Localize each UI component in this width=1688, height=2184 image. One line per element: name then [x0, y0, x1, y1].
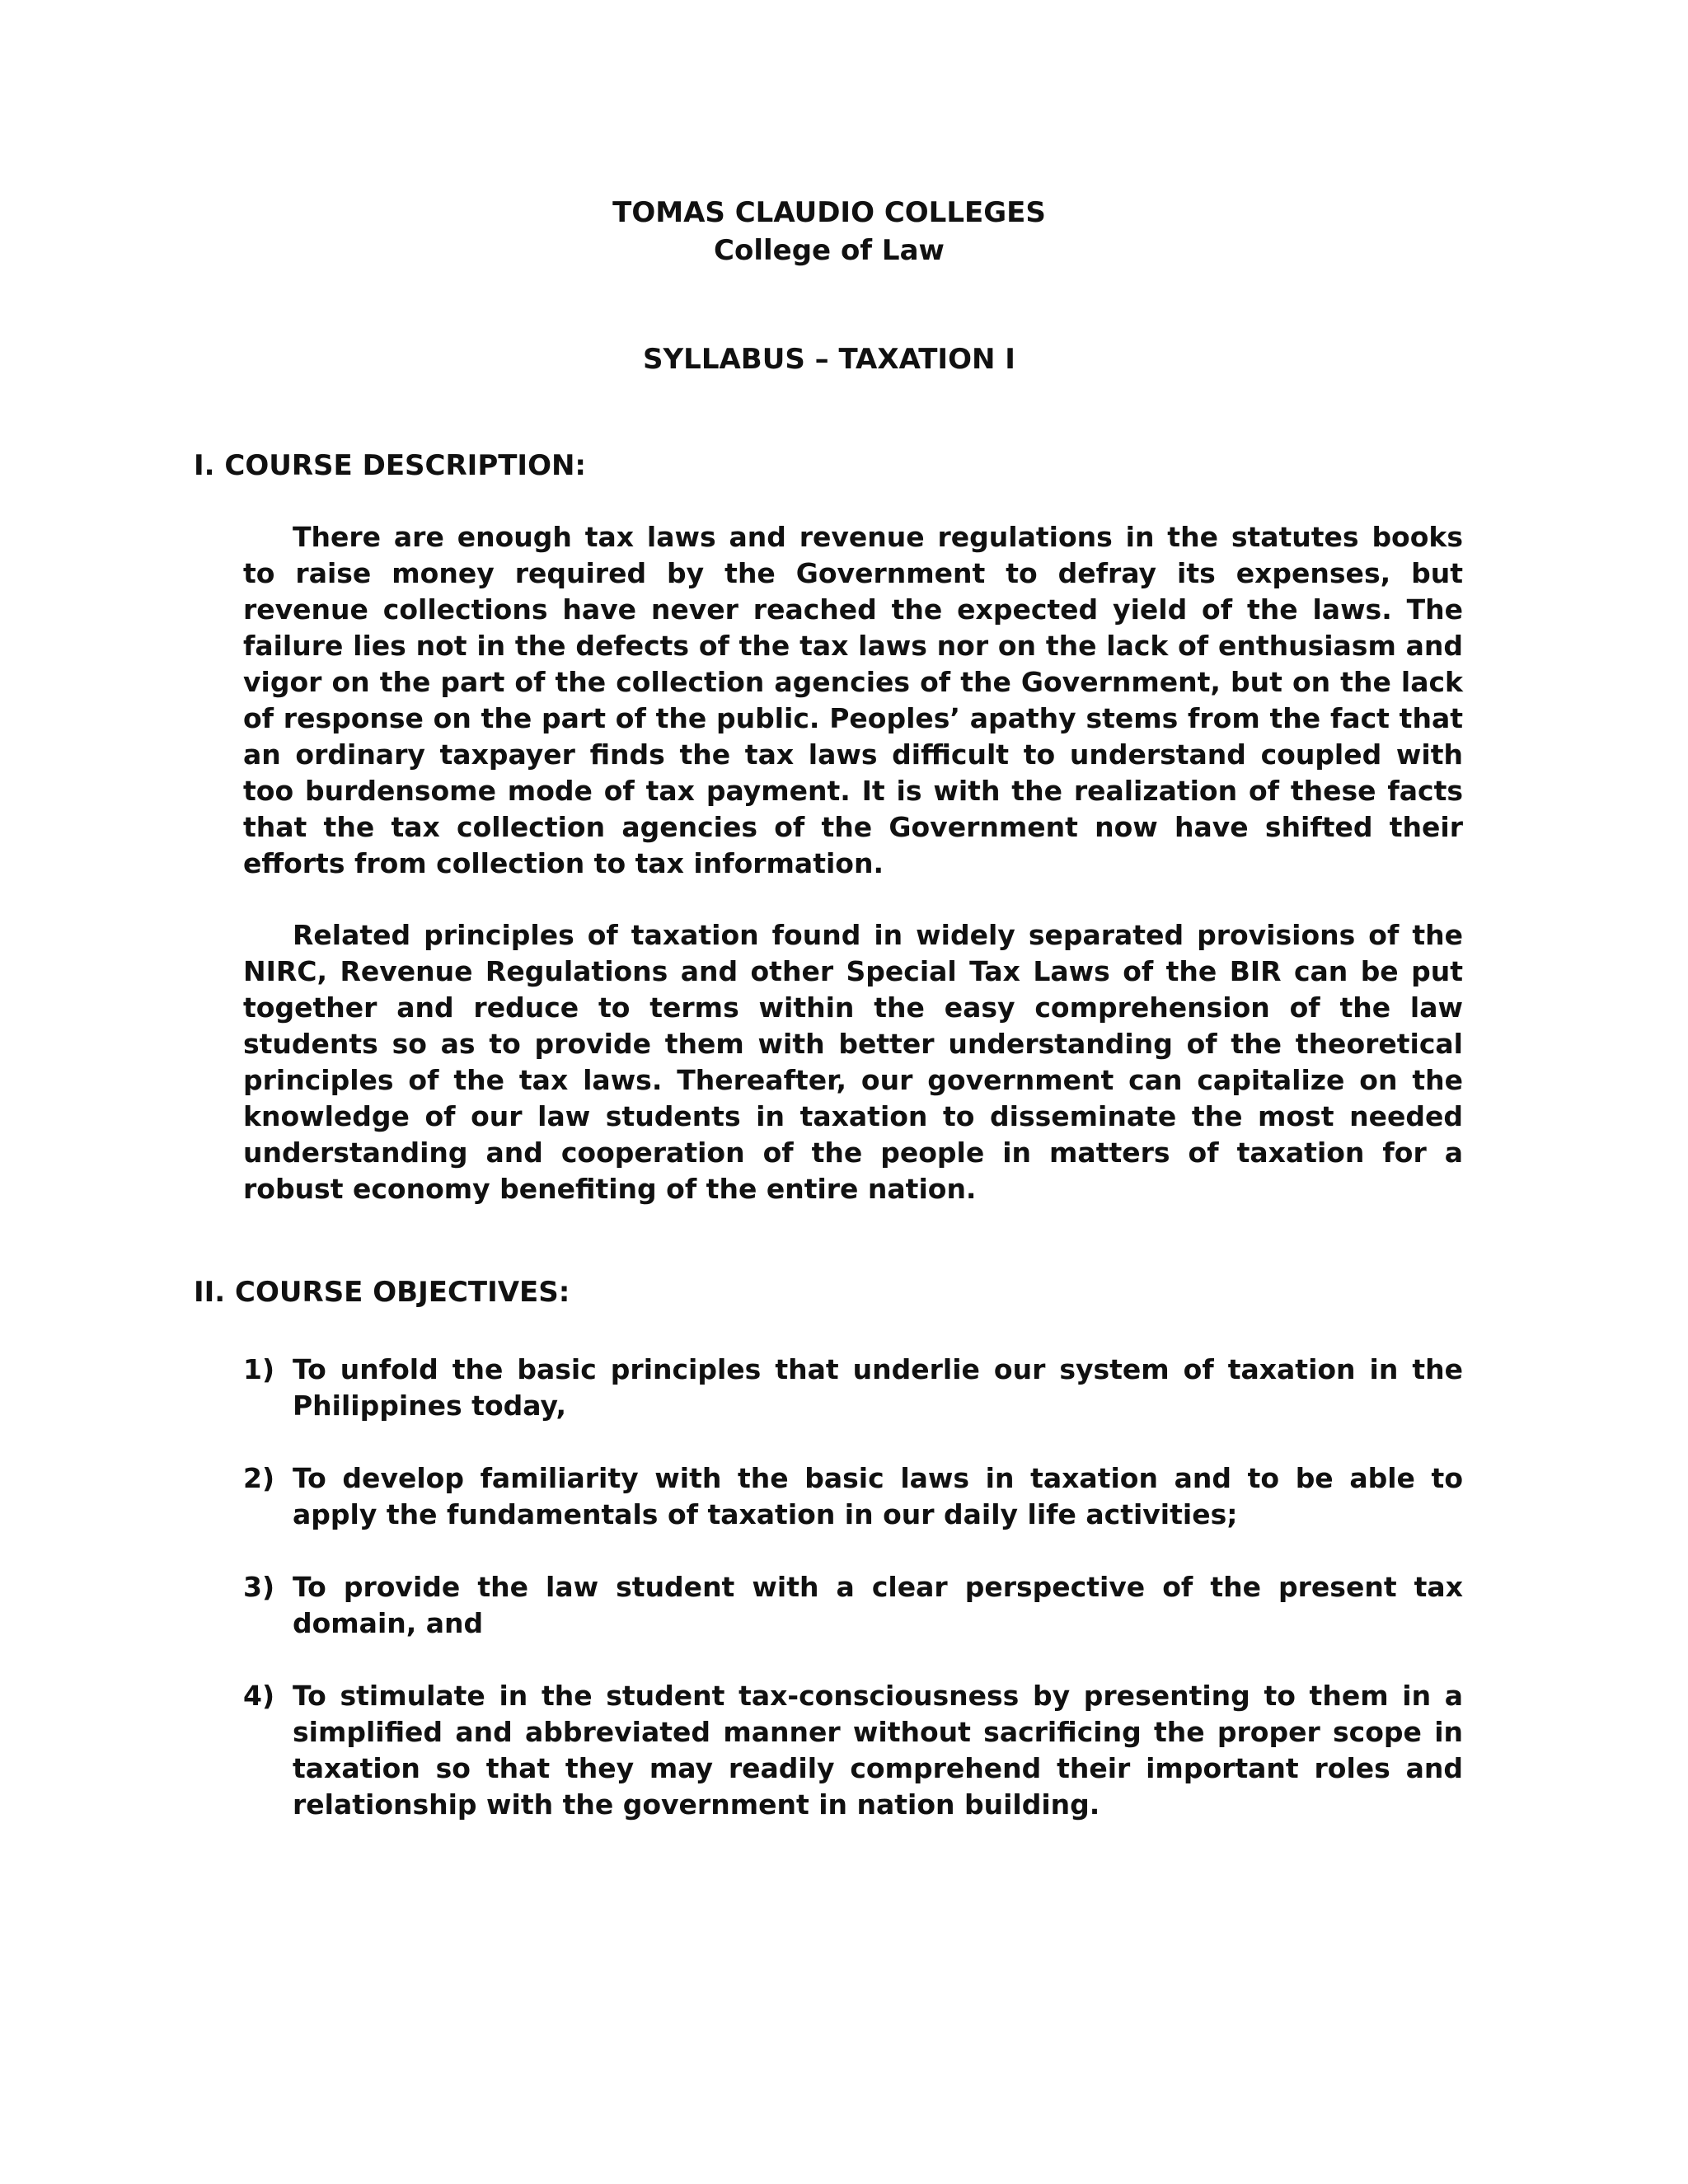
objective-text: To unfold the basic principles that underlie our system of taxation in the Philippines today,: [293, 1353, 1463, 1422]
description-paragraph: Related principles of taxation found in widely separated provisions of the NIRC, Revenue Regulations and other Special Tax Laws of the BIR can be put together and reduce to terms within the easy comprehension of the law students so as to provide them with better understanding of the theoretical principles of the tax laws. Thereafter, our government can capitalize on the knowledge of our law students in taxation to disseminate the most needed understanding and cooperation of the people in matters of taxation for a robust economy benefiting of the entire nation.: [243, 919, 1463, 1205]
objective-text: To develop familiarity with the basic laws in taxation and to be able to apply the fundamentals of taxation in our daily life activities;: [293, 1462, 1463, 1530]
description-paragraph: There are enough tax laws and revenue regulations in the statutes books to raise money required by the Government to defray its expenses, but revenue collections have never reached the expected yield of the laws. The failure lies not in the defects of the tax laws nor on the lack of enthusiasm and vigor on the part of the collection agencies of the Government, but on the lack of response on the part of the public. Peoples’ apathy stems from the fact that an ordinary taxpayer finds the tax laws difficult to understand coupled with too burdensome mode of tax payment. It is with the realization of these facts that the tax collection agencies of the Government now have shifted their efforts from collection to tax information.: [243, 521, 1463, 879]
objective-number: 2): [243, 1462, 275, 1494]
objective-item: [243, 1352, 1463, 1424]
syllabus-title: SYLLABUS – TAXATION I: [643, 343, 1015, 376]
course-description-heading: I. COURSE DESCRIPTION:: [194, 449, 587, 482]
objective-text: To provide the law student with a clear perspective of the present tax domain, and: [293, 1571, 1463, 1639]
college-name: College of Law: [714, 234, 945, 267]
objective-item: [243, 1678, 1463, 1823]
objective-number: 4): [243, 1680, 275, 1712]
objective-number: 1): [243, 1353, 275, 1385]
objective-number: 3): [243, 1571, 275, 1603]
course-objectives-heading: II. COURSE OBJECTIVES:: [194, 1276, 570, 1309]
objectives-list: [243, 1352, 1463, 1859]
institution-name: TOMAS CLAUDIO COLLEGES: [612, 196, 1046, 229]
objective-text: To stimulate in the student tax-consciousness by presenting to them in a simplified and abbreviated manner without sacrificing the proper scope in taxation so that they may readily comprehend their important roles and relationship with the government in nation building.: [293, 1680, 1463, 1821]
objective-item: [243, 1569, 1463, 1642]
objective-item: [243, 1460, 1463, 1533]
